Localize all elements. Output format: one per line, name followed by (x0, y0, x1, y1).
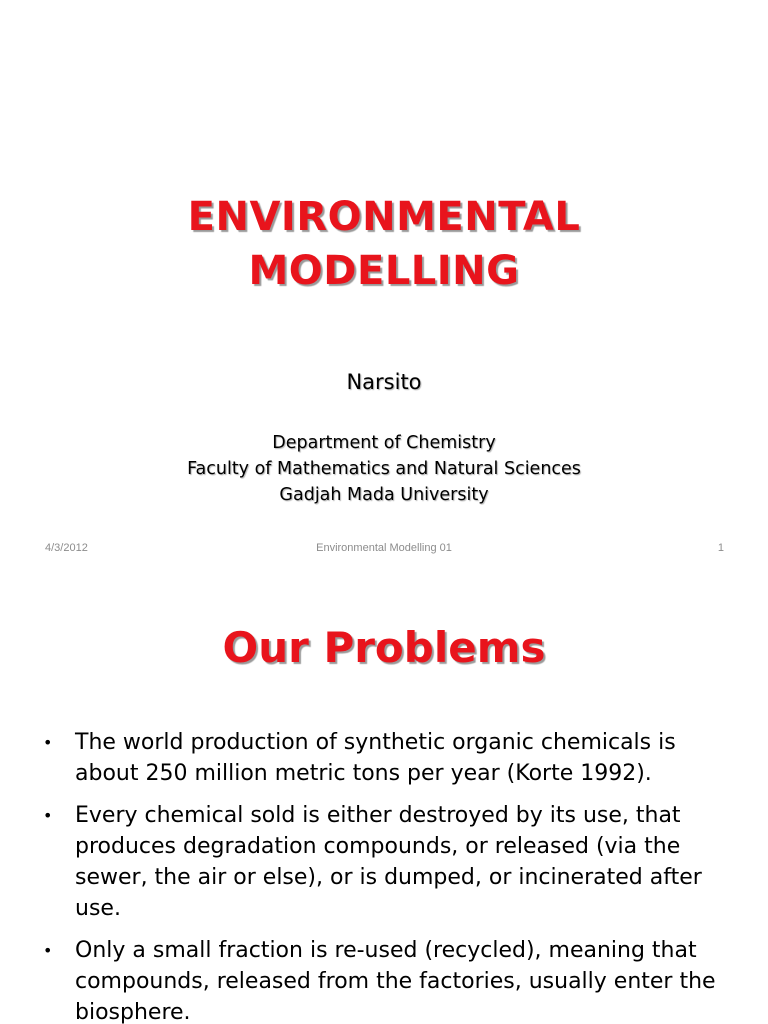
bullet-item (0, 800, 768, 924)
author-name: Narsito (346, 370, 422, 394)
bullet-marker: • (43, 941, 53, 960)
bullet-marker: • (43, 733, 53, 752)
title-line-2: MODELLING (248, 248, 520, 294)
footer-date: 4/3/2012 (45, 542, 88, 554)
content-slide (0, 576, 768, 1024)
footer-page-number: 1 (717, 542, 724, 554)
department-line: Department of Chemistry (272, 433, 496, 453)
bullet-marker: • (43, 806, 53, 825)
bullet-item (0, 727, 768, 789)
bullet-text: Every chemical sold is either destroyed by its use, that produces degradation compounds, or released (via the sewer, the air or else), or is dumped, or incinerated after use. (75, 803, 702, 921)
faculty-line: Faculty of Mathematics and Natural Sciences (187, 459, 581, 479)
bullet-item (0, 935, 768, 1024)
bullet-text: Only a small fraction is re-used (recycled), meaning that compounds, released from the factories, usually enter the biosphere. (75, 938, 716, 1024)
slide-title (0, 190, 768, 298)
bullet-text: The world production of synthetic organic chemicals is about 250 million metric tons per year (Korte 1992). (75, 730, 676, 786)
bullet-list (0, 727, 768, 1024)
slide-footer (0, 542, 768, 558)
slide-title: Our Problems (222, 623, 546, 672)
title-line-1: ENVIRONMENTAL (187, 194, 581, 240)
footer-title: Environmental Modelling 01 (316, 542, 452, 554)
university-line: Gadjah Mada University (279, 485, 489, 505)
affiliation-block (0, 430, 768, 508)
